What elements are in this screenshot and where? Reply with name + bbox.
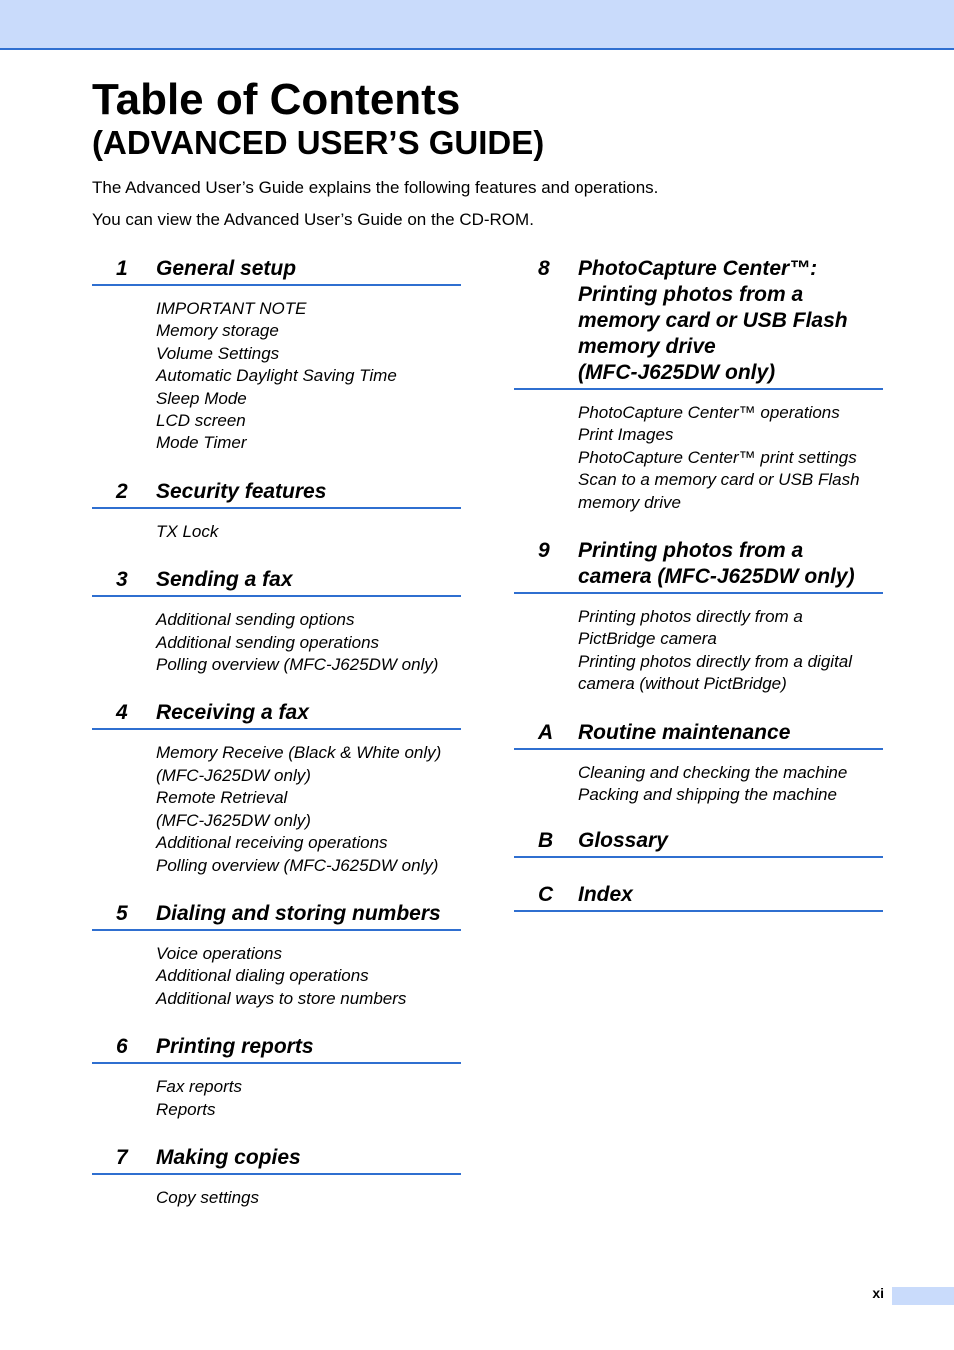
section-item: Automatic Daylight Saving Time <box>156 366 397 386</box>
page-title: Table of Contents <box>92 75 461 124</box>
toc-chapter-3[interactable] <box>92 567 461 676</box>
chapter-heading <box>92 256 461 286</box>
section-item: Packing and shipping the machine <box>578 785 837 805</box>
toc-chapter-5[interactable] <box>92 901 461 1010</box>
section-list <box>92 931 461 1010</box>
chapter-heading <box>514 828 883 858</box>
section-item: Additional sending operations <box>156 632 380 652</box>
chapter-number: 4 <box>116 701 128 725</box>
section-item: IMPORTANT NOTE <box>156 299 307 318</box>
section-item: Additional receiving operations <box>156 833 388 853</box>
chapter-title: Receiving a fax <box>156 701 309 725</box>
chapter-number: 1 <box>116 257 128 280</box>
chapter-heading <box>514 720 883 750</box>
section-list <box>514 750 883 807</box>
section-list <box>514 390 883 514</box>
chapter-title: Printing reports <box>156 1035 314 1059</box>
toc-appendix-a[interactable] <box>514 720 883 807</box>
section-item: Print Images <box>578 425 674 445</box>
chapter-number: 6 <box>116 1035 128 1059</box>
chapter-title: General setup <box>156 257 297 280</box>
section-item: Fax reports <box>156 1077 242 1097</box>
chapter-title: Glossary <box>578 829 668 853</box>
section-item: Volume Settings <box>156 343 280 363</box>
chapter-title: Routine maintenance <box>578 720 791 744</box>
chapter-title: PhotoCapture Center™: Printing photos from a memory card or USB Flash memory drive (MFC-J625DW only) <box>578 257 848 384</box>
section-list <box>92 730 461 876</box>
section-list <box>92 509 461 543</box>
chapter-heading <box>514 256 883 390</box>
section-item: Polling overview (MFC-J625DW only) <box>156 855 439 875</box>
chapter-heading <box>514 538 883 594</box>
chapter-number: 7 <box>116 1145 128 1169</box>
page-number: xi <box>872 1285 884 1301</box>
toc-chapter-8[interactable] <box>514 256 883 514</box>
section-list <box>514 594 883 696</box>
section-list <box>92 597 461 676</box>
chapter-number: 3 <box>116 568 128 592</box>
toc-chapter-6[interactable] <box>92 1034 461 1121</box>
toc-chapter-7[interactable] <box>92 1145 461 1209</box>
section-item: Scan to a memory card or USB Flash memory drive <box>578 470 860 512</box>
section-item: PhotoCapture Center™ print settings <box>578 447 857 467</box>
toc-appendix-b[interactable] <box>514 828 883 858</box>
chapter-number: A <box>538 720 554 744</box>
toc-left-column <box>92 256 461 1209</box>
section-item: Memory Receive (Black & White only) (MFC-J625DW only) <box>156 743 442 785</box>
section-item: Mode Timer <box>156 433 247 453</box>
header-band <box>0 0 954 50</box>
section-list <box>92 286 461 455</box>
section-list <box>92 1064 461 1121</box>
section-item: Cleaning and checking the machine <box>578 762 848 782</box>
intro-text: You can view the Advanced User’s Guide on the CD-ROM. <box>92 210 534 229</box>
chapter-heading <box>92 1034 461 1064</box>
section-item: PhotoCapture Center™ operations <box>578 403 840 422</box>
chapter-title: Security features <box>156 479 327 503</box>
section-item: Printing photos directly from a PictBridge camera <box>578 607 803 649</box>
intro-text: The Advanced User’s Guide explains the following features and operations. <box>92 178 659 197</box>
chapter-number: 8 <box>538 257 550 280</box>
chapter-heading <box>92 700 461 730</box>
chapter-number: 5 <box>116 901 128 925</box>
section-item: TX Lock <box>156 521 219 541</box>
page-subtitle: (ADVANCED USER’S GUIDE) <box>92 124 545 161</box>
chapter-title: Index <box>578 883 633 907</box>
chapter-title: Printing photos from a camera (MFC-J625DW only) <box>578 539 855 589</box>
section-item: Printing photos directly from a digital camera (without PictBridge) <box>578 651 853 694</box>
chapter-title: Dialing and storing numbers <box>156 901 441 925</box>
chapter-number: C <box>538 883 554 907</box>
section-item: Sleep Mode <box>156 388 247 408</box>
toc-chapter-2[interactable] <box>92 479 461 543</box>
chapter-heading <box>92 479 461 509</box>
section-item: Additional dialing operations <box>156 966 369 986</box>
chapter-heading <box>514 882 883 912</box>
toc-right-column <box>514 256 883 912</box>
chapter-heading <box>92 901 461 931</box>
section-item: Additional ways to store numbers <box>156 988 407 1008</box>
chapter-heading <box>92 1145 461 1175</box>
chapter-heading <box>92 567 461 597</box>
toc-chapter-9[interactable] <box>514 538 883 696</box>
toc-chapter-4[interactable] <box>92 700 461 876</box>
section-item: Copy settings <box>156 1187 259 1207</box>
section-item: Reports <box>156 1099 216 1119</box>
chapter-number: B <box>538 829 554 853</box>
section-item: Voice operations <box>156 943 283 963</box>
toc-chapter-1[interactable] <box>92 256 461 455</box>
toc-appendix-c[interactable] <box>514 882 883 912</box>
chapter-title: Making copies <box>156 1145 301 1169</box>
chapter-number: 2 <box>116 479 128 503</box>
page-number-tab <box>892 1287 954 1305</box>
chapter-number: 9 <box>538 539 550 563</box>
chapter-title: Sending a fax <box>156 568 293 592</box>
section-item: Additional sending options <box>156 610 355 630</box>
section-item: Polling overview (MFC-J625DW only) <box>156 655 439 675</box>
section-item: LCD screen <box>156 411 246 431</box>
section-item: Remote Retrieval (MFC-J625DW only) <box>156 788 311 830</box>
section-item: Memory storage <box>156 321 279 341</box>
section-list <box>92 1175 461 1209</box>
